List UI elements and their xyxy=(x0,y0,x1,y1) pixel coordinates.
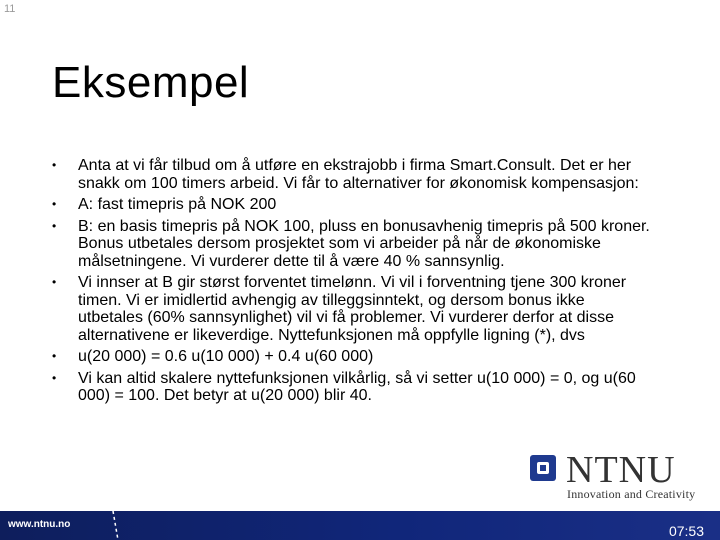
bullet-marker: • xyxy=(52,370,57,385)
bullet-item xyxy=(52,274,652,344)
bullet-marker: • xyxy=(52,275,57,289)
logo-tagline: Innovation and Creativity xyxy=(567,487,696,501)
bullet-text: u(20 000) = 0.6 u(10 000) + 0.4 u(60 000) xyxy=(78,348,374,365)
logo-wordmark: NTNU xyxy=(566,449,676,491)
bullet-list xyxy=(52,157,652,409)
bullet-text: A: fast timepris på NOK 200 xyxy=(78,196,277,213)
ntnu-logo xyxy=(530,449,700,504)
bullet-text: Anta at vi får tilbud om å utføre en ekstrajobb i firma Smart.Consult. Det er her snakk om 100 timers arbeid. Vi får to alternativer for økonomisk kompensasjon: xyxy=(78,157,639,192)
bullet-text: Vi kan altid skalere nyttefunksjonen vilkårlig, så vi setter u(10 000) = 0, og u(60 000) = 100. Det betyr at u(20 000) blir 40. xyxy=(78,369,636,404)
bullet-marker: • xyxy=(52,197,57,211)
bullet-item xyxy=(52,218,652,271)
bullet-item xyxy=(52,370,652,405)
ntnu-logo-icon xyxy=(530,455,556,481)
slide-title: Eksempel xyxy=(52,58,250,107)
bullet-item xyxy=(52,348,652,366)
bullet-marker: • xyxy=(52,158,57,172)
slide-number: 11 xyxy=(4,3,16,15)
bullet-marker: • xyxy=(52,218,57,233)
bullet-marker: • xyxy=(52,349,57,363)
footer-divider-icon xyxy=(112,511,120,540)
bullet-item xyxy=(52,196,652,214)
footer-time: 07:53 xyxy=(668,523,704,539)
bullet-text: B: en basis timepris på NOK 100, pluss en bonusavhenig timepris på 500 kroner. Bonus utbetales dersom prosjektet som vi arbeider på når de økonomiske målsetningene. Vi vurderer dette til å være 40 % sannsynlig. xyxy=(78,217,650,270)
footer-url-link[interactable]: www.ntnu.no xyxy=(8,519,71,530)
bullet-text: Vi innser at B gir størst forventet timelønn. Vi vil i forventning tjene 300 kroner timen. Vi er imidlertid avhengig av tilleggsinntekt, og dersom bonus ikke utbetales (60% sannsynlighet) vil vi få problemer. Vi vurderer derfor at disse alternativene er likeverdige. Nyttefunksjonen må oppfylle ligning (*), dvs xyxy=(78,274,627,344)
bullet-item xyxy=(52,157,652,192)
footer-bar xyxy=(0,511,720,540)
